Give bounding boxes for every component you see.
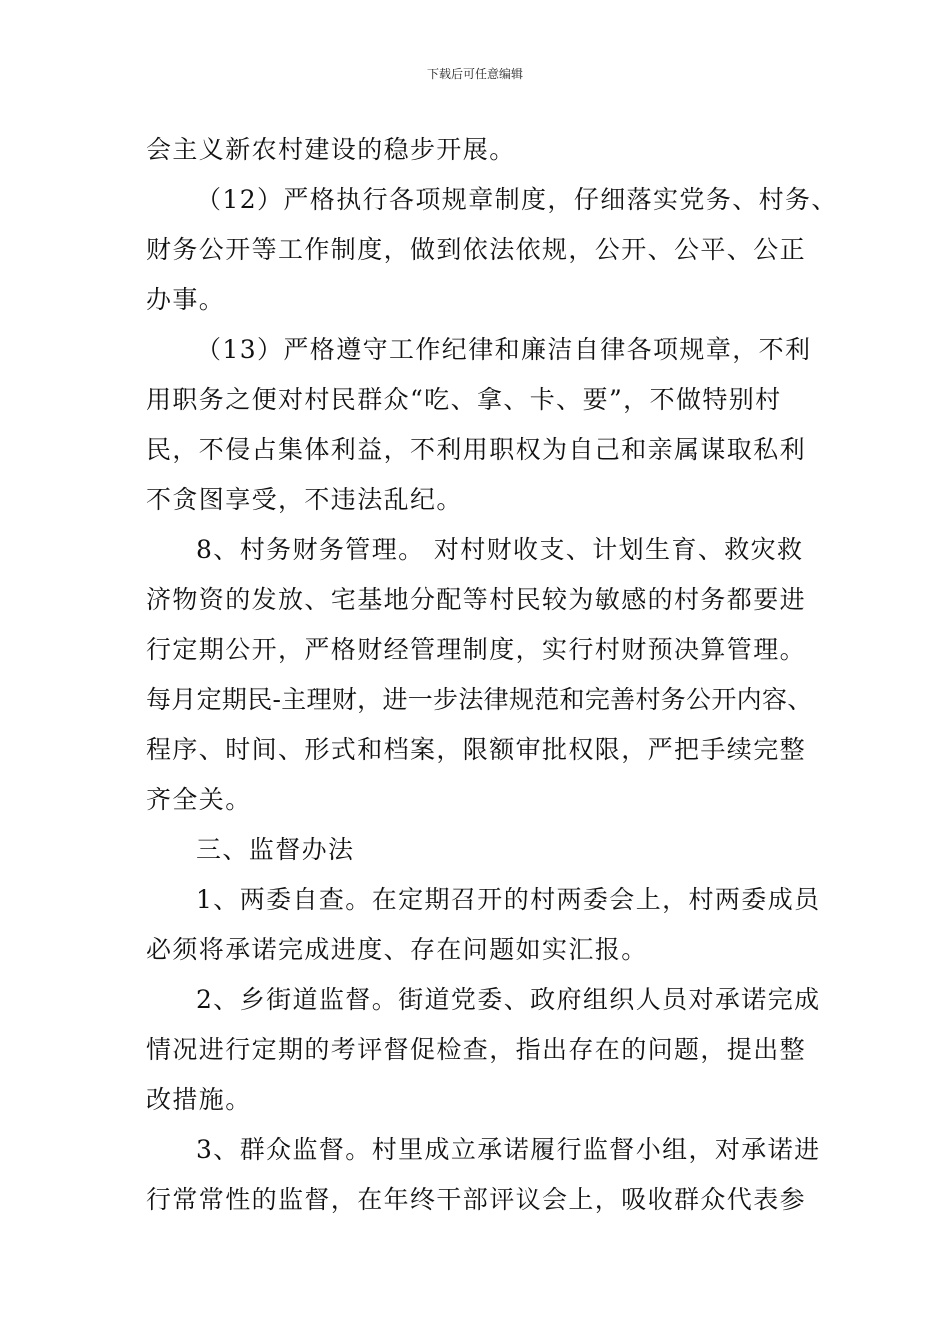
text-line: 程序、时间、形式和档案，限额审批权限，严把手续完整 bbox=[146, 735, 807, 764]
paragraph-first-line: 8、村务财务管理。 对村财收支、计划生育、救灾救 bbox=[196, 535, 804, 564]
section-heading: 三、监督办法 bbox=[196, 835, 355, 864]
text-line: 齐全关。 bbox=[146, 785, 252, 814]
text-line: 必须将承诺完成进度、存在问题如实汇报。 bbox=[146, 935, 648, 964]
text-line: 办事。 bbox=[146, 285, 226, 314]
paragraph-first-line: 2、乡街道监督。街道党委、政府组织人员对承诺完成 bbox=[196, 985, 821, 1014]
text-line: 行定期公开，严格财经管理制度，实行村财预决算管理。 bbox=[146, 635, 807, 664]
paragraph-first-line: 1、两委自查。在定期召开的村两委会上，村两委成员 bbox=[196, 885, 821, 914]
text-line: 每月定期民-主理财，进一步法律规范和完善村务公开内容、 bbox=[146, 685, 813, 714]
text-line: 济物资的发放、宅基地分配等村民较为敏感的村务都要进 bbox=[146, 585, 807, 614]
text-line: 会主义新农村建设的稳步开展。 bbox=[146, 135, 516, 164]
text-line: 行常常性的监督，在年终干部评议会上，吸收群众代表参 bbox=[146, 1185, 807, 1214]
text-line: 用职务之便对村民群众“吃、拿、卡、要”，不做特别村 bbox=[146, 385, 782, 414]
page-header: 下载后可任意编辑 bbox=[426, 67, 523, 81]
text-line: 不贪图享受，不违法乱纪。 bbox=[146, 485, 463, 514]
paragraph-first-line: （13）严格遵守工作纪律和廉洁自律各项规章，不利 bbox=[196, 335, 812, 364]
text-line: 财务公开等工作制度，做到依法依规，公开、公平、公正 bbox=[146, 235, 807, 264]
paragraph-first-line: （12）严格执行各项规章制度，仔细落实党务、村务、 bbox=[196, 185, 838, 214]
paragraph-first-line: 3、群众监督。村里成立承诺履行监督小组，对承诺进 bbox=[196, 1135, 821, 1164]
text-line: 情况进行定期的考评督促检查，指出存在的问题，提出整 bbox=[146, 1035, 807, 1064]
text-line: 改措施。 bbox=[146, 1085, 252, 1114]
text-line: 民，不侵占集体利益，不利用职权为自己和亲属谋取私利 bbox=[146, 435, 807, 464]
